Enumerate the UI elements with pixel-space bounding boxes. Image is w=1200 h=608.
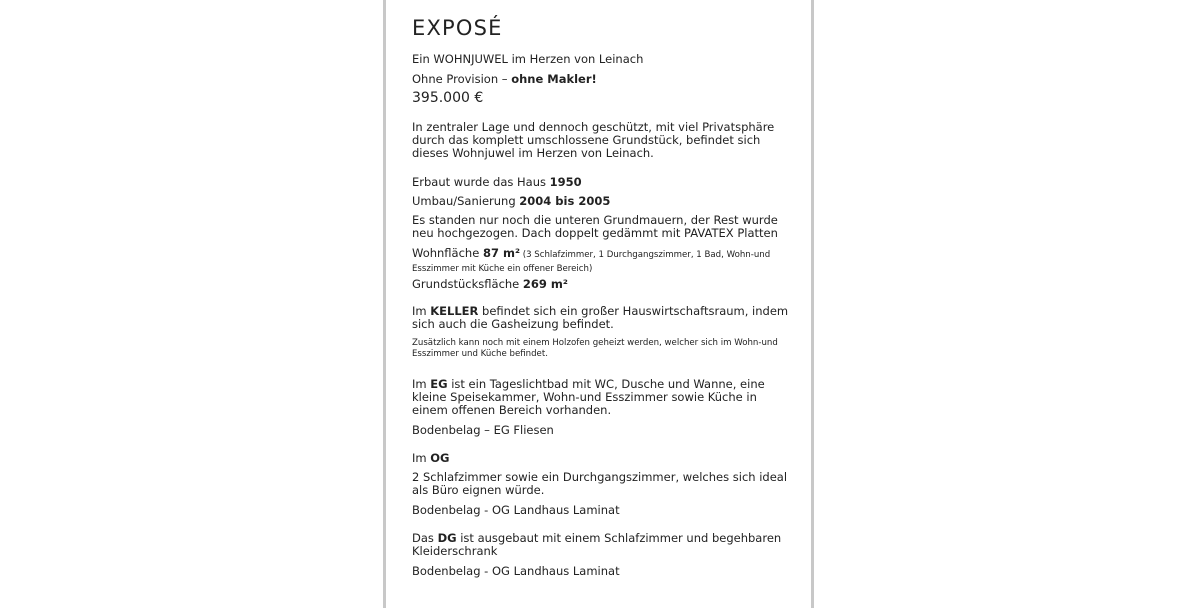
keller-bold: KELLER xyxy=(430,304,479,318)
renovation-label: Umbau/Sanierung xyxy=(412,194,520,208)
subtitle: Ein WOHNJUWEL im Herzen von Leinach xyxy=(412,52,644,66)
og-bold: OG xyxy=(430,451,450,465)
dg-text: ist ausgebaut mit einem Schlafzimmer und begehbaren Kleiderschrank xyxy=(412,531,782,558)
plot-label: Grundstücksfläche xyxy=(412,277,523,291)
renovation-line xyxy=(412,195,610,208)
living-area-value: 87 m² xyxy=(482,246,520,260)
eg-floor: Bodenbelag – EG Fliesen xyxy=(412,423,554,437)
keller-paragraph xyxy=(412,305,790,331)
og-prefix: Im xyxy=(412,451,431,465)
provision-bold: ohne Makler! xyxy=(511,72,597,86)
built-label: Erbaut wurde das Haus xyxy=(412,175,550,189)
og-heading xyxy=(412,452,449,465)
intro-paragraph: In zentraler Lage und dennoch geschützt, mit viel Privatsphäre durch das komplett umschlossene Grundstück, befindet sich dieses Wohnjuwel im Herzen von Leinach. xyxy=(412,120,775,160)
eg-paragraph xyxy=(412,378,790,417)
renovation-years: 2004 bis 2005 xyxy=(519,194,611,208)
built-year: 1950 xyxy=(549,175,582,189)
living-area-label: Wohnfläche xyxy=(412,246,483,260)
dg-bold: DG xyxy=(437,531,457,545)
living-area-detail: (3 Schlafzimmer, 1 Durchgangszimmer, 1 Bad, Wohn-und Esszimmer mit Küche ein offener Bereich) xyxy=(412,250,771,274)
og-paragraph: 2 Schlafzimmer sowie ein Durchgangszimmer, welches sich ideal als Büro eignen würde. xyxy=(412,470,788,497)
living-area-line xyxy=(412,247,790,274)
plot-line xyxy=(412,278,568,291)
dg-floor: Bodenbelag - OG Landhaus Laminat xyxy=(412,564,620,578)
built-line xyxy=(412,176,582,189)
document-page xyxy=(383,0,814,608)
walls-paragraph: Es standen nur noch die unteren Grundmauern, der Rest wurde neu hochgezogen. Dach doppelt gedämmt mit PAVATEX Platten xyxy=(412,213,778,240)
provision-line xyxy=(412,73,597,86)
dg-prefix: Das xyxy=(412,531,438,545)
keller-text: befindet sich ein großer Hauswirtschaftsraum, indem sich auch die Gasheizung befindet. xyxy=(412,304,789,331)
page-title: EXPOSÉ xyxy=(412,16,503,40)
price: 395.000 € xyxy=(412,90,484,106)
eg-text: ist ein Tageslichtbad mit WC, Dusche und Wanne, eine kleine Speisekammer, Wohn-und Esszimmer sowie Küche in einem offenen Bereich vorhanden. xyxy=(412,377,765,417)
dg-paragraph xyxy=(412,532,790,558)
keller-prefix: Im xyxy=(412,304,431,318)
eg-bold: EG xyxy=(430,377,448,391)
og-floor: Bodenbelag - OG Landhaus Laminat xyxy=(412,503,620,517)
plot-value: 269 m² xyxy=(522,277,568,291)
eg-prefix: Im xyxy=(412,377,431,391)
keller-note: Zusätzlich kann noch mit einem Holzofen geheizt werden, welcher sich im Wohn-und Esszimmer und Küche befindet. xyxy=(412,338,778,359)
provision-prefix: Ohne Provision – xyxy=(412,72,512,86)
